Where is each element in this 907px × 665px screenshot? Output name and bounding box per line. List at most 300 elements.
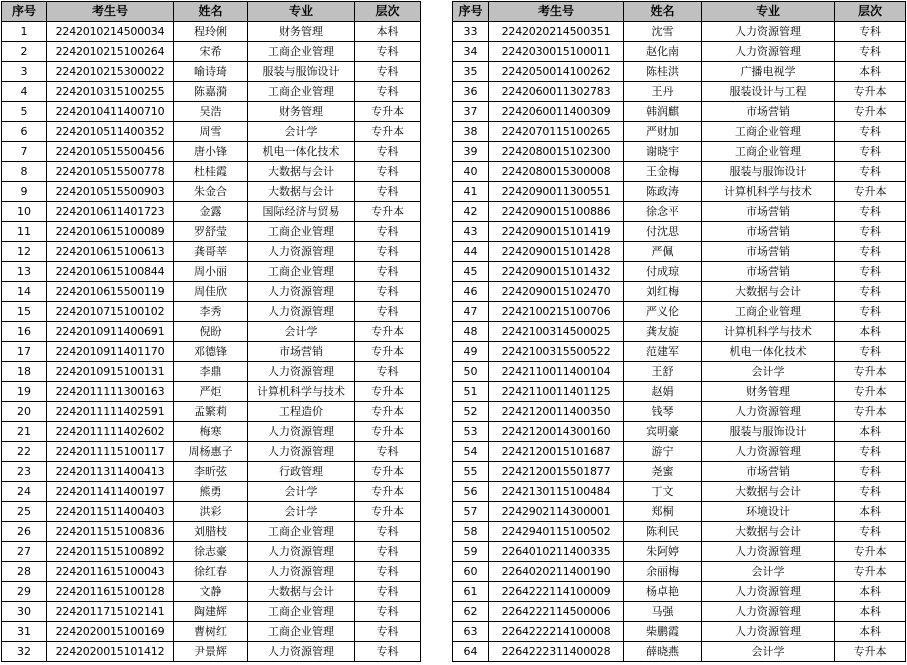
cell-exam-id: 2242110011401125: [489, 382, 624, 402]
table-row: [453, 62, 906, 82]
cell-seq: 61: [453, 582, 489, 602]
cell-major: 大数据与会计: [702, 282, 835, 302]
cell-level: 专升本: [835, 362, 906, 382]
cell-level: 专科: [355, 62, 421, 82]
cell-major: 会计学: [702, 642, 835, 662]
cell-seq: 8: [2, 162, 47, 182]
cell-major: 工商企业管理: [702, 122, 835, 142]
cell-name: 曹树红: [174, 622, 248, 642]
cell-exam-id: 2242010715100102: [47, 302, 174, 322]
cell-level: 专升本: [355, 482, 421, 502]
table-row: [453, 442, 906, 462]
header-row: [2, 2, 421, 22]
cell-exam-id: 2264222114100009: [489, 582, 624, 602]
cell-level: 专科: [835, 462, 906, 482]
table-row: [2, 42, 421, 62]
cell-level: 本科: [835, 502, 906, 522]
cell-name: 严财加: [624, 122, 702, 142]
cell-level: 专升本: [835, 642, 906, 662]
cell-name: 徐念平: [624, 202, 702, 222]
cell-exam-id: 2242100215100706: [489, 302, 624, 322]
header-level: 层次: [835, 2, 906, 22]
cell-level: 专科: [355, 442, 421, 462]
table-row: [453, 82, 906, 102]
cell-exam-id: 2242010214500034: [47, 22, 174, 42]
cell-seq: 52: [453, 402, 489, 422]
cell-exam-id: 2242010515500778: [47, 162, 174, 182]
cell-level: 专升本: [355, 342, 421, 362]
cell-exam-id: 2242010915100131: [47, 362, 174, 382]
cell-name: 喻诗琦: [174, 62, 248, 82]
cell-level: 专科: [835, 442, 906, 462]
table-row: [2, 582, 421, 602]
table-row: [2, 162, 421, 182]
cell-major: 国际经济与贸易: [248, 202, 355, 222]
cell-seq: 25: [2, 502, 47, 522]
cell-major: 人力资源管理: [248, 562, 355, 582]
cell-name: 钱琴: [624, 402, 702, 422]
cell-exam-id: 2242060011400309: [489, 102, 624, 122]
table-row: [453, 582, 906, 602]
cell-level: 专科: [355, 182, 421, 202]
cell-major: 人力资源管理: [248, 442, 355, 462]
cell-level: 专科: [835, 242, 906, 262]
cell-level: 专升本: [355, 202, 421, 222]
cell-exam-id: 2242090011300551: [489, 182, 624, 202]
cell-level: 专科: [355, 542, 421, 562]
cell-exam-id: 2242090015101419: [489, 222, 624, 242]
table-row: [453, 462, 906, 482]
cell-level: 本科: [835, 582, 906, 602]
cell-level: 专科: [355, 222, 421, 242]
cell-name: 王丹: [624, 82, 702, 102]
cell-level: 本科: [835, 322, 906, 342]
cell-level: 本科: [355, 22, 421, 42]
cell-seq: 50: [453, 362, 489, 382]
table-row: [2, 422, 421, 442]
cell-exam-id: 2242120011400350: [489, 402, 624, 422]
cell-seq: 51: [453, 382, 489, 402]
cell-seq: 48: [453, 322, 489, 342]
cell-major: 人力资源管理: [702, 602, 835, 622]
cell-seq: 12: [2, 242, 47, 262]
cell-major: 市场营销: [702, 102, 835, 122]
cell-name: 赵娟: [624, 382, 702, 402]
table-row: [2, 642, 421, 662]
cell-level: 专升本: [835, 562, 906, 582]
cell-major: 机电一体化技术: [248, 142, 355, 162]
table-row: [453, 322, 906, 342]
cell-name: 罗舒莹: [174, 222, 248, 242]
table-row: [2, 362, 421, 382]
cell-exam-id: 2242010411400710: [47, 102, 174, 122]
table-row: [2, 142, 421, 162]
cell-level: 专升本: [835, 102, 906, 122]
cell-major: 大数据与会计: [702, 482, 835, 502]
table-row: [2, 542, 421, 562]
table-row: [453, 642, 906, 662]
cell-name: 朱阿婷: [624, 542, 702, 562]
cell-major: 服装与服饰设计: [702, 422, 835, 442]
cell-exam-id: 2242090015101432: [489, 262, 624, 282]
cell-seq: 28: [2, 562, 47, 582]
cell-major: 服装设计与工程: [702, 82, 835, 102]
cell-seq: 16: [2, 322, 47, 342]
student-table-right: [452, 1, 906, 662]
cell-major: 环境设计: [702, 502, 835, 522]
cell-level: 专升本: [355, 102, 421, 122]
cell-name: 尹景辉: [174, 642, 248, 662]
cell-major: 会计学: [248, 502, 355, 522]
cell-exam-id: 2264020211400190: [489, 562, 624, 582]
cell-seq: 31: [2, 622, 47, 642]
cell-exam-id: 2242010315100255: [47, 82, 174, 102]
cell-level: 专科: [835, 202, 906, 222]
cell-name: 周佳欣: [174, 282, 248, 302]
cell-major: 人力资源管理: [248, 242, 355, 262]
cell-major: 会计学: [248, 322, 355, 342]
cell-level: 专科: [355, 582, 421, 602]
table-row: [453, 282, 906, 302]
table-row: [2, 282, 421, 302]
cell-exam-id: 2264222114500006: [489, 602, 624, 622]
cell-level: 专科: [355, 622, 421, 642]
cell-seq: 1: [2, 22, 47, 42]
cell-exam-id: 2242010911401170: [47, 342, 174, 362]
cell-major: 工商企业管理: [702, 142, 835, 162]
cell-seq: 30: [2, 602, 47, 622]
cell-seq: 37: [453, 102, 489, 122]
cell-major: 市场营销: [702, 202, 835, 222]
cell-level: 本科: [835, 62, 906, 82]
cell-seq: 7: [2, 142, 47, 162]
cell-seq: 32: [2, 642, 47, 662]
header-exam-id: 考生号: [47, 2, 174, 22]
table-row: [453, 362, 906, 382]
cell-level: 专科: [835, 282, 906, 302]
cell-seq: 44: [453, 242, 489, 262]
cell-name: 朱金合: [174, 182, 248, 202]
cell-name: 徐红春: [174, 562, 248, 582]
cell-name: 熊勇: [174, 482, 248, 502]
cell-name: 薛晓燕: [624, 642, 702, 662]
cell-major: 人力资源管理: [702, 442, 835, 462]
cell-major: 市场营销: [248, 342, 355, 362]
cell-seq: 34: [453, 42, 489, 62]
cell-major: 计算机科学与技术: [702, 182, 835, 202]
cell-major: 工商企业管理: [248, 602, 355, 622]
cell-seq: 40: [453, 162, 489, 182]
cell-seq: 39: [453, 142, 489, 162]
table-row: [2, 222, 421, 242]
cell-major: 市场营销: [702, 262, 835, 282]
cell-exam-id: 2242030015100011: [489, 42, 624, 62]
table-row: [2, 242, 421, 262]
cell-major: 计算机科学与技术: [702, 322, 835, 342]
table-row: [2, 502, 421, 522]
cell-exam-id: 2242020015101412: [47, 642, 174, 662]
cell-seq: 11: [2, 222, 47, 242]
cell-major: 人力资源管理: [702, 542, 835, 562]
cell-level: 专科: [355, 82, 421, 102]
cell-seq: 18: [2, 362, 47, 382]
table-row: [453, 422, 906, 442]
cell-name: 王金梅: [624, 162, 702, 182]
cell-name: 周杨惠子: [174, 442, 248, 462]
table-row: [2, 102, 421, 122]
cell-name: 孟繁莉: [174, 402, 248, 422]
cell-level: 本科: [835, 422, 906, 442]
cell-level: 专科: [835, 222, 906, 242]
cell-exam-id: 2242120014300160: [489, 422, 624, 442]
cell-level: 专科: [835, 522, 906, 542]
cell-name: 韩润麒: [624, 102, 702, 122]
table-row: [2, 562, 421, 582]
cell-major: 会计学: [702, 562, 835, 582]
cell-exam-id: 2242011615100128: [47, 582, 174, 602]
cell-seq: 17: [2, 342, 47, 362]
cell-level: 专科: [835, 162, 906, 182]
cell-name: 程玲俐: [174, 22, 248, 42]
cell-major: 会计学: [702, 362, 835, 382]
cell-exam-id: 2242010615500119: [47, 282, 174, 302]
cell-exam-id: 2242902114300001: [489, 502, 624, 522]
cell-seq: 19: [2, 382, 47, 402]
cell-major: 人力资源管理: [248, 422, 355, 442]
cell-level: 专升本: [355, 122, 421, 142]
cell-name: 王舒: [624, 362, 702, 382]
cell-major: 人力资源管理: [702, 622, 835, 642]
cell-name: 金露: [174, 202, 248, 222]
cell-seq: 41: [453, 182, 489, 202]
table-row: [453, 382, 906, 402]
cell-name: 陈利民: [624, 522, 702, 542]
cell-major: 人力资源管理: [248, 282, 355, 302]
cell-seq: 38: [453, 122, 489, 142]
cell-major: 人力资源管理: [702, 22, 835, 42]
cell-name: 马强: [624, 602, 702, 622]
cell-level: 专升本: [355, 322, 421, 342]
table-row: [453, 182, 906, 202]
cell-major: 人力资源管理: [702, 582, 835, 602]
cell-name: 丁文: [624, 482, 702, 502]
cell-major: 行政管理: [248, 462, 355, 482]
cell-name: 陈嘉漪: [174, 82, 248, 102]
cell-name: 陈政涛: [624, 182, 702, 202]
header-major: 专业: [702, 2, 835, 22]
cell-seq: 15: [2, 302, 47, 322]
cell-seq: 14: [2, 282, 47, 302]
cell-name: 徐志豪: [174, 542, 248, 562]
cell-seq: 13: [2, 262, 47, 282]
table-row: [453, 542, 906, 562]
cell-major: 人力资源管理: [248, 302, 355, 322]
cell-major: 市场营销: [702, 242, 835, 262]
cell-major: 计算机科学与技术: [248, 382, 355, 402]
cell-exam-id: 2242010515500903: [47, 182, 174, 202]
header-major: 专业: [248, 2, 355, 22]
cell-exam-id: 2242110011400104: [489, 362, 624, 382]
table-row: [2, 122, 421, 142]
cell-level: 专科: [835, 122, 906, 142]
cell-name: 刘腊枝: [174, 522, 248, 542]
cell-major: 人力资源管理: [248, 362, 355, 382]
cell-exam-id: 2242011111402591: [47, 402, 174, 422]
cell-exam-id: 2242080015102300: [489, 142, 624, 162]
table-row: [2, 402, 421, 422]
table-row: [453, 102, 906, 122]
cell-name: 李秀: [174, 302, 248, 322]
cell-seq: 54: [453, 442, 489, 462]
cell-name: 付成琼: [624, 262, 702, 282]
cell-exam-id: 2264222214100008: [489, 622, 624, 642]
cell-level: 专升本: [835, 542, 906, 562]
cell-exam-id: 2242080015300008: [489, 162, 624, 182]
cell-level: 专升本: [355, 382, 421, 402]
cell-exam-id: 2242010615100089: [47, 222, 174, 242]
cell-name: 宋希: [174, 42, 248, 62]
cell-major: 工商企业管理: [248, 522, 355, 542]
cell-name: 陈桂洪: [624, 62, 702, 82]
cell-major: 工商企业管理: [248, 42, 355, 62]
cell-name: 郑桐: [624, 502, 702, 522]
cell-name: 陶建辉: [174, 602, 248, 622]
cell-name: 洪彩: [174, 502, 248, 522]
cell-exam-id: 2242050014100262: [489, 62, 624, 82]
table-row: [453, 482, 906, 502]
cell-seq: 10: [2, 202, 47, 222]
cell-major: 广播电视学: [702, 62, 835, 82]
cell-level: 专升本: [355, 502, 421, 522]
cell-seq: 2: [2, 42, 47, 62]
cell-major: 财务管理: [248, 22, 355, 42]
cell-level: 专升本: [355, 402, 421, 422]
cell-exam-id: 2242011515100892: [47, 542, 174, 562]
cell-exam-id: 2242100314500025: [489, 322, 624, 342]
header-name: 姓名: [624, 2, 702, 22]
cell-name: 龚友旋: [624, 322, 702, 342]
table-row: [453, 122, 906, 142]
cell-level: 专科: [835, 342, 906, 362]
cell-major: 市场营销: [702, 462, 835, 482]
cell-seq: 5: [2, 102, 47, 122]
cell-level: 专升本: [835, 182, 906, 202]
cell-name: 宾明豪: [624, 422, 702, 442]
table-row: [2, 302, 421, 322]
cell-exam-id: 2242010515500456: [47, 142, 174, 162]
cell-seq: 21: [2, 422, 47, 442]
cell-seq: 22: [2, 442, 47, 462]
cell-seq: 23: [2, 462, 47, 482]
cell-level: 专科: [355, 522, 421, 542]
cell-exam-id: 2242120015101687: [489, 442, 624, 462]
cell-name: 周小丽: [174, 262, 248, 282]
cell-exam-id: 2242011511400403: [47, 502, 174, 522]
cell-exam-id: 2242060011302783: [489, 82, 624, 102]
table-row: [2, 202, 421, 222]
cell-major: 机电一体化技术: [702, 342, 835, 362]
table-row: [453, 622, 906, 642]
cell-exam-id: 2242011311400413: [47, 462, 174, 482]
cell-major: 工商企业管理: [248, 262, 355, 282]
table-row: [453, 402, 906, 422]
cell-level: 专科: [355, 142, 421, 162]
student-table-left: [1, 1, 421, 662]
table-row: [2, 342, 421, 362]
cell-seq: 64: [453, 642, 489, 662]
cell-name: 谢晓宇: [624, 142, 702, 162]
cell-level: 专科: [355, 362, 421, 382]
cell-name: 文静: [174, 582, 248, 602]
cell-seq: 46: [453, 282, 489, 302]
cell-major: 市场营销: [702, 222, 835, 242]
cell-seq: 27: [2, 542, 47, 562]
cell-exam-id: 2242090015100886: [489, 202, 624, 222]
table-row: [2, 462, 421, 482]
cell-major: 工商企业管理: [248, 222, 355, 242]
cell-exam-id: 2264222311400028: [489, 642, 624, 662]
cell-exam-id: 2242010615100844: [47, 262, 174, 282]
cell-seq: 36: [453, 82, 489, 102]
cell-exam-id: 2242011111300163: [47, 382, 174, 402]
table-row: [2, 82, 421, 102]
cell-name: 杨卓艳: [624, 582, 702, 602]
cell-major: 工商企业管理: [702, 302, 835, 322]
cell-seq: 53: [453, 422, 489, 442]
cell-seq: 9: [2, 182, 47, 202]
cell-name: 邓德锋: [174, 342, 248, 362]
cell-level: 本科: [835, 602, 906, 622]
cell-seq: 59: [453, 542, 489, 562]
cell-exam-id: 2242940115100502: [489, 522, 624, 542]
cell-level: 专科: [355, 562, 421, 582]
table-row: [2, 322, 421, 342]
cell-exam-id: 2242020214500351: [489, 22, 624, 42]
cell-major: 大数据与会计: [248, 162, 355, 182]
cell-exam-id: 2242120015501877: [489, 462, 624, 482]
header-level: 层次: [355, 2, 421, 22]
cell-level: 专科: [835, 302, 906, 322]
cell-major: 工程造价: [248, 402, 355, 422]
cell-seq: 29: [2, 582, 47, 602]
cell-seq: 33: [453, 22, 489, 42]
cell-level: 专科: [355, 42, 421, 62]
cell-level: 专科: [835, 142, 906, 162]
cell-major: 大数据与会计: [248, 582, 355, 602]
cell-level: 专科: [355, 602, 421, 622]
header-seq: 序号: [2, 2, 47, 22]
cell-level: 专科: [355, 262, 421, 282]
cell-seq: 62: [453, 602, 489, 622]
cell-level: 专科: [835, 482, 906, 502]
cell-seq: 35: [453, 62, 489, 82]
table-row: [453, 162, 906, 182]
cell-level: 本科: [835, 622, 906, 642]
table-row: [2, 382, 421, 402]
cell-exam-id: 2242010611401723: [47, 202, 174, 222]
cell-major: 人力资源管理: [702, 402, 835, 422]
cell-name: 李昕弦: [174, 462, 248, 482]
cell-name: 严佩: [624, 242, 702, 262]
table-row: [453, 522, 906, 542]
header-row: [453, 2, 906, 22]
cell-exam-id: 2242090015101428: [489, 242, 624, 262]
cell-seq: 55: [453, 462, 489, 482]
cell-major: 大数据与会计: [248, 182, 355, 202]
cell-major: 人力资源管理: [248, 542, 355, 562]
table-row: [453, 602, 906, 622]
cell-major: 服装与服饰设计: [702, 162, 835, 182]
